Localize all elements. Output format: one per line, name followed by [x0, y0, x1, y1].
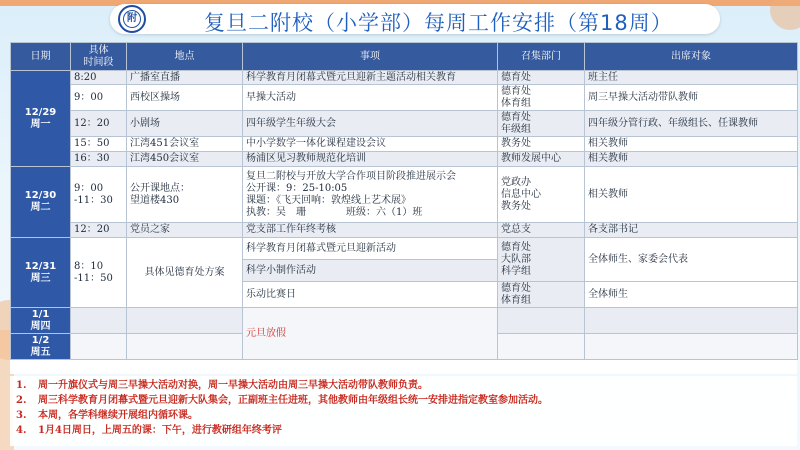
dept-cell: 党政办 信息中心 教务处	[498, 167, 585, 223]
table-row	[11, 111, 798, 137]
time-cell: 9：00 -11：30	[71, 167, 127, 223]
column-header-dept: 召集部门	[498, 43, 585, 71]
table-row	[11, 238, 798, 260]
place-cell: 江湾451会议室	[127, 137, 243, 152]
column-header-item: 事项	[243, 43, 498, 71]
item-cell: 党支部工作年终考核	[243, 223, 498, 238]
time-cell	[71, 308, 127, 334]
dept-cell: 德育处	[498, 71, 585, 85]
time-cell	[71, 334, 127, 360]
item-cell: 四年级学生年级大会	[243, 111, 498, 137]
place-cell: 小剧场	[127, 111, 243, 137]
item-cell: 乐动比赛日	[243, 282, 498, 308]
date-cell-monday: 12/29 周一	[11, 71, 71, 167]
attendees-cell: 四年级分管行政、年级组长、任课教师	[585, 111, 798, 137]
place-cell: 公开课地点： 望道楼430	[127, 167, 243, 223]
place-cell: 江湾450会议室	[127, 152, 243, 167]
place-cell: 西校区操场	[127, 85, 243, 111]
item-cell: 科学教育月闭幕式暨元旦迎新主题活动相关教育	[243, 71, 498, 85]
attendees-cell	[585, 308, 798, 334]
dept-cell: 德育处 体育组	[498, 85, 585, 111]
note-text: 本周，各学科继续开展组内循环课。	[38, 410, 198, 421]
time-cell: 15：50	[71, 137, 127, 152]
dept-cell	[498, 334, 585, 360]
school-logo	[118, 5, 146, 33]
holiday-cell: 元旦放假	[243, 308, 498, 360]
dept-cell: 教师发展中心	[498, 152, 585, 167]
note-number: 1.	[16, 380, 27, 391]
dept-cell: 德育处 体育组	[498, 282, 585, 308]
table-row	[11, 71, 798, 85]
page-header	[110, 4, 720, 34]
note-text: 周一升旗仪式与周三早操大活动对换，周一早操大活动由周三早操大活动带队教师负责。	[38, 380, 428, 391]
time-cell: 8:20	[71, 71, 127, 85]
date-cell-thursday: 1/1 周四	[11, 308, 71, 334]
dept-cell: 教务处	[498, 137, 585, 152]
note-item	[16, 393, 791, 408]
time-cell: 8：10 -11：50	[71, 238, 127, 308]
attendees-cell: 周三早操大活动带队教师	[585, 85, 798, 111]
page-title: 复旦二附校（小学部）每周工作安排（第18周）	[204, 11, 673, 35]
time-cell: 12：20	[71, 223, 127, 238]
note-item	[16, 378, 791, 393]
place-cell: 广播室直播	[127, 71, 243, 85]
attendees-cell: 全体师生、家委会代表	[585, 238, 798, 282]
note-number: 3.	[16, 410, 27, 421]
column-header-time: 具体 时间段	[71, 43, 127, 71]
table-row	[11, 308, 798, 334]
table-row	[11, 223, 798, 238]
place-cell	[127, 308, 243, 334]
item-cell: 科学教育月闭幕式暨元旦迎新活动	[243, 238, 498, 260]
time-cell: 9：00	[71, 85, 127, 111]
note-item	[16, 408, 791, 423]
table-row	[11, 152, 798, 167]
item-cell: 中小学数学一体化课程建设会议	[243, 137, 498, 152]
time-cell: 12：20	[71, 111, 127, 137]
table-row	[11, 137, 798, 152]
item-cell: 早操大活动	[243, 85, 498, 111]
note-item	[16, 423, 791, 438]
schedule-table-container	[10, 42, 797, 374]
attendees-cell: 各支部书记	[585, 223, 798, 238]
column-header-date: 日期	[11, 43, 71, 71]
date-cell-tuesday: 12/30 周二	[11, 167, 71, 238]
date-cell-wednesday: 12/31 周三	[11, 238, 71, 308]
logo-mark: 附	[123, 10, 141, 28]
decor-circle	[770, 0, 800, 30]
table-row	[11, 167, 798, 223]
time-cell: 16：30	[71, 152, 127, 167]
attendees-cell: 相关教师	[585, 152, 798, 167]
attendees-cell: 相关教师	[585, 167, 798, 223]
item-cell: 杨浦区见习教师规范化培训	[243, 152, 498, 167]
place-cell: 具体见德育处方案	[127, 238, 243, 308]
notes-section	[10, 376, 797, 446]
attendees-cell: 相关教师	[585, 137, 798, 152]
dept-cell: 德育处 年级组	[498, 111, 585, 137]
attendees-cell	[585, 334, 798, 360]
dept-cell: 党总支	[498, 223, 585, 238]
dept-cell	[498, 308, 585, 334]
date-cell-friday: 1/2 周五	[11, 334, 71, 360]
item-cell: 复旦二附校与开放大学合作项目阶段推进展示会 公开课：9：25-10:05 课题：《飞天回响：敦煌线上艺术展》 执教：吴 珊 班级：六（1）班	[243, 167, 498, 223]
note-text: 周三科学教育月闭幕式暨元旦迎新大队集会，正副班主任进班，其他教师由年级组长统一安排进指定教室参加活动。	[38, 395, 548, 406]
dept-cell: 德育处 大队部 科学组	[498, 238, 585, 282]
attendees-cell: 全体师生	[585, 282, 798, 308]
item-cell: 科学小制作活动	[243, 260, 498, 282]
weekly-schedule-table	[10, 42, 798, 360]
column-header-place: 地点	[127, 43, 243, 71]
table-header-row	[11, 43, 798, 71]
attendees-cell: 班主任	[585, 71, 798, 85]
place-cell: 党员之家	[127, 223, 243, 238]
note-text: 1月4日周日，上周五的课：下午，进行教研组年终考评	[38, 425, 282, 436]
column-header-attendees: 出席对象	[585, 43, 798, 71]
place-cell	[127, 334, 243, 360]
note-number: 4.	[16, 425, 27, 436]
note-number: 2.	[16, 395, 27, 406]
table-row	[11, 85, 798, 111]
